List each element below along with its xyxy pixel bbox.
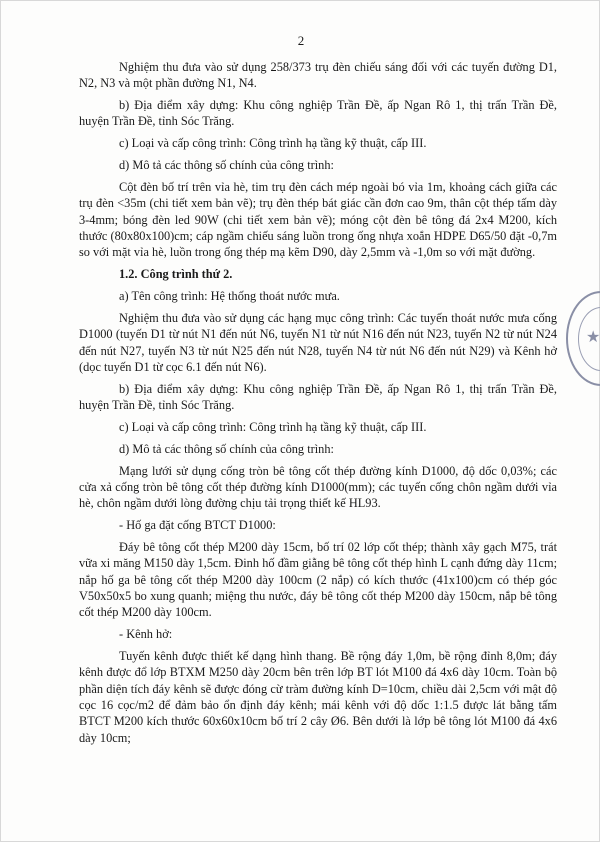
paragraph-manhole-heading: - Hố ga đặt cống BTCT D1000:: [119, 518, 276, 533]
paragraph-streetlight-acceptance: Nghiệm thu đưa vào sử dụng 258/373 trụ đèn chiếu sáng đối với các tuyến đường D1, N2, N3 và một phần đường N1, N4.: [79, 60, 557, 91]
paragraph-network-specs: Mạng lưới sử dụng cống tròn bê tông cốt thép đường kính D1000, độ dốc 0,03%; các cửa xả cống tròn bê tông cốt thép đường kính D1000(mm); các tuyến cống chôn ngầm dưới vỉa hè, chôn ngầm dưới lòng đường chịu tải trọng thiết kế HL93.: [79, 463, 557, 511]
paragraph-location-2: b) Địa điểm xây dựng: Khu công nghiệp Trần Đề, ấp Ngan Rô 1, thị trấn Trần Đề, huyện Trần Đề, tỉnh Sóc Trăng.: [79, 381, 557, 413]
paragraph-open-channel-heading: - Kênh hở:: [119, 627, 173, 642]
paragraph-type-2: c) Loại và cấp công trình: Công trình hạ tầng kỹ thuật, cấp III.: [119, 419, 427, 434]
paragraph-open-channel-specs: Tuyến kênh được thiết kế dạng hình thang. Bề rộng đáy 1,0m, bề rộng đỉnh 8,0m; đáy kênh được đổ lớp BTXM M250 dày 20cm bên trên lớp BT lót M100 đá 4x6 dày 10cm. Toàn bộ phần diện tích đáy kênh sẽ được đóng cừ tràm đường kính D=10cm, chiều dài 2,5cm với mật độ cọc 16 cọc/m2 để đảm bảo ổn định đáy kênh; mái kênh với độ dốc 1:1.5 được lát bằng tấm BTCT M200 kích thước 60x60x10cm bố trí 2 cây Ø6. Bên dưới là lớp bê tông lót M100 đá 4x6 dày 10cm;: [79, 649, 557, 745]
paragraph-type-1: c) Loại và cấp công trình: Công trình hạ tầng kỹ thuật, cấp III.: [119, 136, 427, 151]
page-number: 2: [297, 33, 305, 48]
star-icon: ★: [586, 329, 600, 346]
paragraph-drainage-acceptance: Nghiệm thu đưa vào sử dụng các hạng mục công trình: Các tuyến thoát nước mưa cống D1000 (tuyến D1 từ nút N1 đến nút N6, tuyến N1 từ nút N16 đến nút N23, tuyến N2 từ nút N24 đến nút N27, tuyến N3 từ nút N25 đến nút N28, tuyến N4 từ nút N6 đến nút N29) và Kênh hở (dọc tuyến D1 từ cọc 6.1 đến nút N6).: [79, 311, 557, 374]
official-seal: [566, 291, 600, 386]
section-heading-1-2: 1.2. Công trình thứ 2.: [119, 267, 233, 282]
paragraph-specs-heading-2: d) Mô tả các thông số chính của công trình:: [119, 441, 334, 456]
paragraph-manhole-specs: Đáy bê tông cốt thép M200 dày 15cm, bố trí 02 lớp cốt thép; thành xây gạch M75, trát vữa xi măng M150 dày 1,5cm. Đinh hố đầm giằng bê tông cốt thép hình L cạnh đứng dày 11cm; nắp hố ga bê tông cốt thép M200 dày 100cm (2 nắp) có kích thước (41x100)cm có thép góc V50x50x5 bo xung quanh; miệng thu nước, đáy bê tông cốt thép M200 dày 150cm, nắp bê tông cốt thép M200 dày 100cm.: [79, 540, 557, 620]
document-body: [79, 59, 557, 751]
paragraph-streetlight-specs: Cột đèn bố trí trên vỉa hè, tim trụ đèn cách mép ngoài bó vỉa 1m, khoảng cách giữa các trụ đèn <35m (chi tiết xem bản vẽ); trụ đèn thép bát giác cần đơn cao 9m, thân cột thép tấm dày 3-4mm; bóng đèn led 90W (chi tiết xem bản vẽ); móng cột đèn bê tông đá 2x4 M200, kích thước (80x80x100)cm; cáp ngầm chiếu sáng luồn trong ống nhựa xoắn HDPE D65/50 đặt -0,7m so với mặt vỉa hè, luồn trong ống thép mạ kẽm D90, dày 2,5mm và -1,0m so với mặt đường.: [79, 180, 557, 260]
paragraph-specs-heading-1: d) Mô tả các thông số chính của công trình:: [119, 158, 334, 173]
paragraph-project-name-2: a) Tên công trình: Hệ thống thoát nước mưa.: [119, 289, 340, 304]
paragraph-location-1: b) Địa điểm xây dựng: Khu công nghiệp Trần Đề, ấp Ngan Rô 1, thị trấn Trần Đề, huyện Trần Đề, tỉnh Sóc Trăng.: [79, 98, 557, 129]
